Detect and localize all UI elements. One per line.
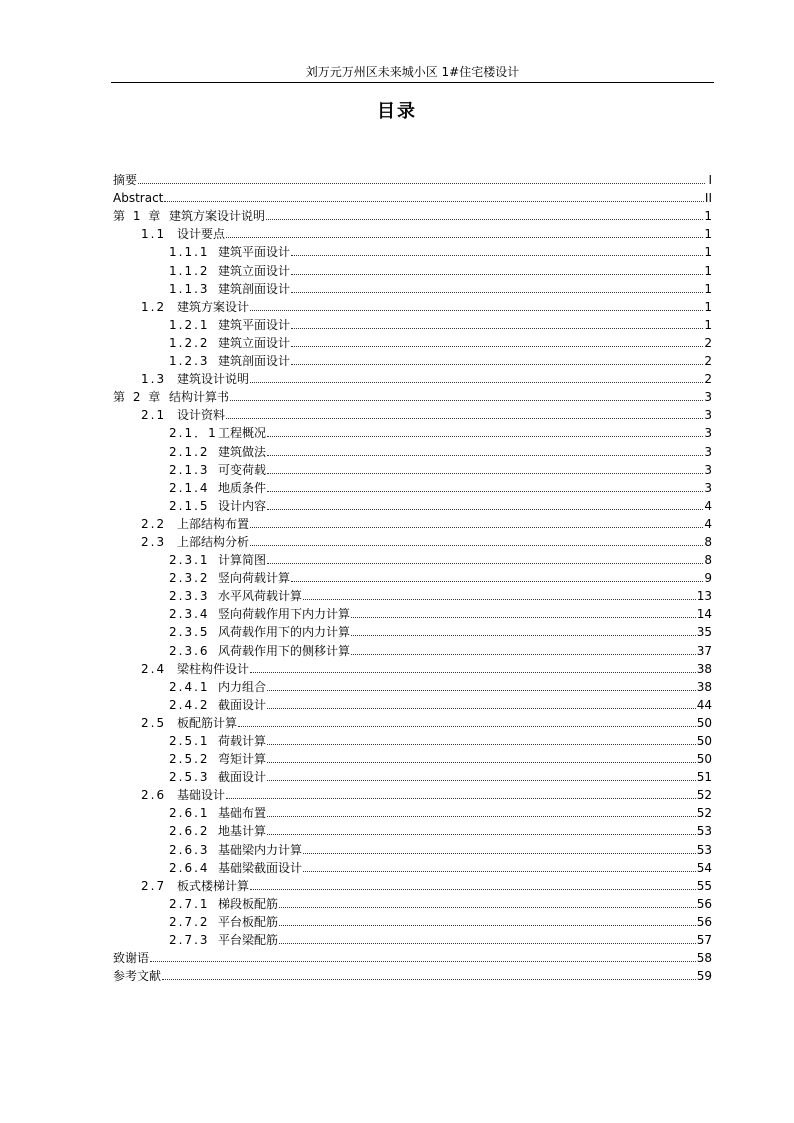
dot-leader bbox=[351, 634, 696, 636]
toc-entry-title: 平台梁配筋 bbox=[218, 933, 279, 948]
toc-entry-page: 3 bbox=[704, 408, 712, 423]
toc-entry-title: 荷载计算 bbox=[218, 734, 267, 748]
dot-leader bbox=[267, 833, 696, 835]
toc-entry[interactable] bbox=[113, 876, 712, 894]
toc-entry-title: 建筑方案设计说明 bbox=[169, 209, 266, 224]
toc-entry-title: 建筑立面设计 bbox=[218, 335, 291, 350]
toc-entry-title: 建筑立面设计 bbox=[218, 263, 291, 278]
dot-leader bbox=[267, 689, 696, 691]
toc-entry-page: 59 bbox=[696, 969, 712, 984]
toc-entry-title: 竖向荷载作用下内力计算 bbox=[218, 607, 351, 622]
toc-entry[interactable] bbox=[113, 496, 712, 514]
toc-entry-page: 13 bbox=[696, 589, 712, 604]
toc-entry-page: 55 bbox=[696, 878, 712, 893]
toc-entry[interactable] bbox=[113, 387, 712, 405]
toc-entry-page: 9 bbox=[704, 571, 712, 586]
toc-entry-page: 35 bbox=[696, 625, 712, 640]
dot-leader bbox=[303, 852, 696, 854]
toc-entry-page: II bbox=[704, 191, 712, 206]
toc-entry-page: 1 bbox=[704, 281, 712, 296]
dot-leader bbox=[279, 924, 696, 926]
toc-entry-number: 2.1.5 bbox=[169, 498, 210, 513]
toc-entry[interactable] bbox=[113, 586, 712, 604]
toc-entry-title: 致谢语 bbox=[113, 951, 150, 966]
toc-entry-page: 53 bbox=[696, 824, 712, 839]
dot-leader bbox=[267, 761, 696, 763]
toc-entry[interactable] bbox=[113, 297, 712, 315]
toc-entry[interactable] bbox=[113, 622, 712, 640]
toc-entry[interactable] bbox=[113, 713, 712, 731]
toc-entry-number: 2.6 bbox=[141, 788, 167, 803]
toc-entry-number: 2.3 bbox=[141, 534, 167, 549]
toc-entry-number: 2.3.5 bbox=[169, 625, 210, 640]
toc-entry-title: 结构计算书 bbox=[169, 390, 230, 405]
dot-leader bbox=[267, 707, 696, 709]
toc-entry[interactable] bbox=[113, 550, 712, 568]
toc-entry-title: 基础梁内力计算 bbox=[218, 842, 303, 857]
toc-entry-title: 设计资料 bbox=[177, 408, 226, 423]
dot-leader bbox=[238, 725, 696, 727]
toc-entry-page: 50 bbox=[696, 734, 712, 748]
toc-entry-title: 计算简图 bbox=[218, 553, 267, 568]
toc-entry[interactable] bbox=[113, 460, 712, 478]
dot-leader bbox=[230, 399, 703, 401]
toc-entry-title: 基础设计 bbox=[177, 788, 226, 803]
toc-entry-number: 2.1．1 bbox=[169, 426, 218, 441]
toc-entry[interactable] bbox=[113, 966, 712, 984]
toc-entry-number: 2.1.2 bbox=[169, 444, 210, 459]
toc-entry-title: 设计要点 bbox=[177, 227, 226, 242]
toc-entry-title: 内力组合 bbox=[218, 679, 267, 694]
toc-entry-number: 2.3.1 bbox=[169, 553, 210, 568]
toc-entry-title: 参考文献 bbox=[113, 969, 162, 984]
toc-entry-number: 2.7.3 bbox=[169, 933, 210, 948]
toc-entry-title: 工程概况 bbox=[218, 426, 267, 441]
toc-entry-number: 1.1 bbox=[141, 227, 167, 242]
toc-entry-number: 第 1 章 bbox=[113, 209, 163, 224]
toc-entry-page: 38 bbox=[696, 661, 712, 676]
toc-entry[interactable] bbox=[113, 858, 712, 876]
toc-entry-title: 设计内容 bbox=[218, 498, 267, 513]
toc-entry-number: 1.2 bbox=[141, 299, 167, 314]
dot-leader bbox=[291, 327, 703, 329]
toc-entry[interactable] bbox=[113, 423, 712, 441]
dot-leader bbox=[250, 888, 696, 890]
toc-entry-title: 摘要 bbox=[113, 173, 138, 188]
toc-entry[interactable] bbox=[113, 315, 712, 333]
table-of-contents bbox=[113, 170, 712, 984]
toc-entry[interactable] bbox=[113, 351, 712, 369]
toc-entry-title: 建筑设计说明 bbox=[177, 372, 250, 387]
dot-leader bbox=[303, 870, 696, 872]
toc-entry-title: 建筑剖面设计 bbox=[218, 281, 291, 296]
toc-entry-page: 53 bbox=[696, 842, 712, 857]
toc-entry-page: 2 bbox=[704, 335, 712, 350]
dot-leader bbox=[266, 218, 703, 220]
toc-entry-number: 2.6.4 bbox=[169, 860, 210, 875]
toc-entry-title: 风荷载作用下的内力计算 bbox=[218, 625, 351, 640]
toc-entry-number: 2.7 bbox=[141, 878, 167, 893]
toc-entry-title: 基础布置 bbox=[218, 806, 267, 821]
dot-leader bbox=[267, 743, 696, 745]
toc-entry-page: 2 bbox=[704, 372, 712, 387]
dot-leader bbox=[303, 598, 696, 600]
toc-entry[interactable] bbox=[113, 659, 712, 677]
toc-entry-page: 57 bbox=[696, 933, 712, 948]
dot-leader bbox=[226, 417, 703, 419]
toc-entry-title: 竖向荷载计算 bbox=[218, 571, 291, 586]
toc-entry-title: 弯矩计算 bbox=[218, 752, 267, 767]
toc-entry-page: 8 bbox=[704, 534, 712, 549]
dot-leader bbox=[267, 815, 696, 817]
toc-entry[interactable] bbox=[113, 279, 712, 297]
toc-entry-page: 14 bbox=[696, 607, 712, 622]
toc-entry-title: 建筑做法 bbox=[218, 444, 267, 459]
toc-entry-number: 2.1 bbox=[141, 408, 167, 423]
toc-entry[interactable] bbox=[113, 803, 712, 821]
toc-entry[interactable] bbox=[113, 839, 712, 857]
toc-entry-page: 2 bbox=[704, 354, 712, 369]
dot-leader bbox=[351, 616, 696, 618]
toc-entry-number: 2.6.3 bbox=[169, 842, 210, 857]
toc-entry[interactable] bbox=[113, 532, 712, 550]
dot-leader bbox=[250, 309, 703, 311]
toc-entry-page: 58 bbox=[696, 951, 712, 966]
toc-entry[interactable] bbox=[113, 749, 712, 767]
toc-entry-number: 2.1.3 bbox=[169, 462, 210, 477]
toc-entry-number: 2.7.2 bbox=[169, 914, 210, 929]
toc-entry[interactable] bbox=[113, 785, 712, 803]
toc-entry-page: 56 bbox=[696, 896, 712, 911]
toc-entry-page: 52 bbox=[696, 806, 712, 821]
toc-entry[interactable] bbox=[113, 948, 712, 966]
toc-entry-title: 建筑平面设计 bbox=[218, 245, 291, 260]
toc-entry[interactable] bbox=[113, 188, 712, 206]
toc-entry-page: 3 bbox=[704, 480, 712, 495]
dot-leader bbox=[267, 454, 703, 456]
toc-entry-title: 地基计算 bbox=[218, 824, 267, 839]
toc-entry[interactable] bbox=[113, 894, 712, 912]
toc-entry-page: I bbox=[708, 173, 712, 188]
toc-entry-page: 38 bbox=[696, 679, 712, 694]
toc-entry-page: 1 bbox=[704, 209, 712, 224]
toc-entry[interactable] bbox=[113, 930, 712, 948]
dot-leader bbox=[267, 562, 703, 564]
toc-entry-title: 平台板配筋 bbox=[218, 914, 279, 929]
toc-entry[interactable] bbox=[113, 677, 712, 695]
toc-entry-page: 52 bbox=[696, 788, 712, 803]
dot-leader bbox=[250, 544, 703, 546]
dot-leader bbox=[291, 580, 703, 582]
toc-entry-page: 4 bbox=[704, 516, 712, 531]
dot-leader bbox=[267, 435, 703, 437]
dot-leader bbox=[279, 906, 696, 908]
toc-entry-title: 建筑方案设计 bbox=[177, 299, 250, 314]
toc-entry-number: 1.1.2 bbox=[169, 263, 210, 278]
dot-leader bbox=[267, 779, 696, 781]
dot-leader bbox=[150, 960, 696, 962]
toc-entry-number: 2.6.1 bbox=[169, 806, 210, 821]
toc-entry-page: 56 bbox=[696, 914, 712, 929]
toc-entry-title: 风荷载作用下的侧移计算 bbox=[218, 643, 351, 658]
toc-entry-number: 1.2.3 bbox=[169, 354, 210, 369]
toc-entry-number: 2.5.1 bbox=[169, 734, 210, 748]
toc-entry-title: 梁柱构件设计 bbox=[177, 661, 250, 676]
toc-entry-title: 水平风荷载计算 bbox=[218, 589, 303, 604]
toc-entry-page: 1 bbox=[704, 263, 712, 278]
toc-entry-title: 上部结构布置 bbox=[177, 516, 250, 531]
toc-entry-number: 2.3.4 bbox=[169, 607, 210, 622]
toc-entry[interactable] bbox=[113, 514, 712, 532]
toc-entry-number: 2.3.2 bbox=[169, 571, 210, 586]
dot-leader bbox=[291, 254, 703, 256]
toc-entry-number: 2.1.4 bbox=[169, 480, 210, 495]
toc-entry-number: 第 2 章 bbox=[113, 390, 163, 405]
toc-entry-number: 2.3.3 bbox=[169, 589, 210, 604]
dot-leader bbox=[267, 472, 703, 474]
toc-entry[interactable] bbox=[113, 640, 712, 658]
toc-entry[interactable] bbox=[113, 912, 712, 930]
dot-leader bbox=[351, 653, 696, 655]
toc-entry-page: 4 bbox=[704, 498, 712, 513]
dot-leader bbox=[291, 345, 703, 347]
toc-entry[interactable] bbox=[113, 695, 712, 713]
toc-entry-title: 建筑平面设计 bbox=[218, 317, 291, 332]
toc-entry-title: 建筑剖面设计 bbox=[218, 354, 291, 369]
toc-entry[interactable] bbox=[113, 405, 712, 423]
toc-entry-number: 1.2.2 bbox=[169, 335, 210, 350]
toc-entry-page: 1 bbox=[704, 245, 712, 260]
toc-entry-number: 1.1.3 bbox=[169, 281, 210, 296]
dot-leader bbox=[164, 200, 704, 202]
toc-entry-number: 2.2 bbox=[141, 516, 167, 531]
dot-leader bbox=[226, 797, 696, 799]
toc-entry-title: 截面设计 bbox=[218, 770, 267, 785]
toc-entry-number: 2.5.2 bbox=[169, 752, 210, 767]
toc-entry[interactable] bbox=[113, 333, 712, 351]
dot-leader bbox=[138, 182, 705, 184]
toc-entry-title: 板式楼梯计算 bbox=[177, 878, 250, 893]
toc-entry[interactable] bbox=[113, 369, 712, 387]
toc-entry-number: 1.2.1 bbox=[169, 317, 210, 332]
running-header: 刘万元万州区未来城小区 1#住宅楼设计 bbox=[111, 62, 714, 83]
dot-leader bbox=[291, 273, 703, 275]
toc-entry-page: 1 bbox=[704, 227, 712, 242]
toc-entry-number: 2.3.6 bbox=[169, 643, 210, 658]
dot-leader bbox=[226, 236, 703, 238]
toc-entry[interactable] bbox=[113, 224, 712, 242]
toc-entry-page: 3 bbox=[704, 426, 712, 441]
toc-entry-page: 37 bbox=[696, 643, 712, 658]
toc-entry-number: 1.3 bbox=[141, 372, 167, 387]
toc-entry-number: 2.4 bbox=[141, 661, 167, 676]
toc-entry-page: 50 bbox=[696, 715, 712, 730]
toc-entry-page: 51 bbox=[696, 770, 712, 785]
dot-leader bbox=[250, 671, 696, 673]
dot-leader bbox=[267, 490, 703, 492]
toc-entry-title: Abstract bbox=[113, 191, 164, 206]
toc-entry-title: 梯段板配筋 bbox=[218, 896, 279, 911]
toc-entry[interactable] bbox=[113, 767, 712, 785]
toc-entry-number: 2.5 bbox=[141, 715, 167, 730]
dot-leader bbox=[291, 291, 703, 293]
toc-entry[interactable] bbox=[113, 821, 712, 839]
toc-entry-title: 上部结构分析 bbox=[177, 534, 250, 549]
toc-entry[interactable] bbox=[113, 604, 712, 622]
toc-entry-number: 2.4.2 bbox=[169, 697, 210, 712]
toc-entry-title: 基础梁截面设计 bbox=[218, 860, 303, 875]
page-title: 目录 bbox=[377, 101, 417, 122]
toc-entry-page: 44 bbox=[696, 697, 712, 712]
toc-entry-page: 1 bbox=[704, 317, 712, 332]
toc-entry[interactable] bbox=[113, 242, 712, 260]
dot-leader bbox=[250, 381, 703, 383]
toc-entry[interactable] bbox=[113, 260, 712, 278]
toc-entry-number: 2.6.2 bbox=[169, 824, 210, 839]
toc-entry[interactable] bbox=[113, 478, 712, 496]
toc-entry[interactable] bbox=[113, 731, 712, 749]
toc-entry-title: 地质条件 bbox=[218, 480, 267, 495]
toc-entry-page: 50 bbox=[696, 752, 712, 767]
dot-leader bbox=[279, 942, 696, 944]
toc-entry-number: 2.4.1 bbox=[169, 679, 210, 694]
toc-entry[interactable] bbox=[113, 441, 712, 459]
toc-entry-page: 3 bbox=[704, 444, 712, 459]
toc-entry-title: 可变荷载 bbox=[218, 462, 267, 477]
toc-entry-page: 1 bbox=[704, 299, 712, 314]
toc-entry-page: 54 bbox=[696, 860, 712, 875]
toc-entry-number: 1.1.1 bbox=[169, 245, 210, 260]
toc-entry-page: 3 bbox=[704, 390, 712, 405]
toc-entry[interactable] bbox=[113, 170, 712, 188]
dot-leader bbox=[162, 978, 696, 980]
toc-entry[interactable] bbox=[113, 206, 712, 224]
toc-entry-page: 3 bbox=[704, 462, 712, 477]
dot-leader bbox=[291, 363, 703, 365]
toc-entry-page: 8 bbox=[704, 553, 712, 568]
dot-leader bbox=[250, 526, 703, 528]
toc-entry-title: 板配筋计算 bbox=[177, 715, 238, 730]
toc-entry-number: 2.7.1 bbox=[169, 896, 210, 911]
toc-entry-title: 截面设计 bbox=[218, 697, 267, 712]
toc-entry-number: 2.5.3 bbox=[169, 770, 210, 785]
dot-leader bbox=[267, 508, 703, 510]
toc-entry[interactable] bbox=[113, 568, 712, 586]
